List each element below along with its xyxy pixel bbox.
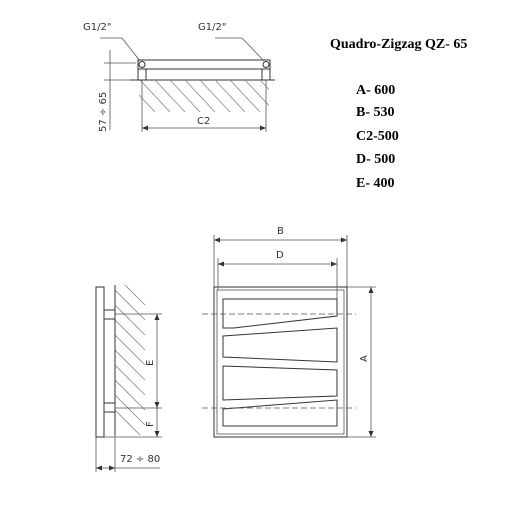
radiator-side-profile <box>96 287 104 437</box>
model-title: Quadro-Zigzag QZ- 65 <box>330 37 468 52</box>
depth-label: 72 ÷ 80 <box>120 454 161 465</box>
front-view <box>202 226 376 437</box>
spec-d: D- 500 <box>356 152 396 167</box>
side-wall-hatch <box>115 275 145 440</box>
slat-2 <box>223 328 337 362</box>
g1-right-label: G1/2" <box>198 22 227 33</box>
a-label: A <box>359 355 370 362</box>
wall-hatch <box>125 80 290 112</box>
left-pipe <box>138 69 146 80</box>
wall-distance-label: 57 ÷ 65 <box>98 91 109 132</box>
b-label: B <box>277 226 284 237</box>
lower-bracket <box>104 403 115 412</box>
e-label: E <box>145 359 156 366</box>
slat-4 <box>223 400 337 426</box>
top-view <box>83 22 290 132</box>
left-connector-icon <box>139 62 145 68</box>
d-label: D <box>276 250 284 261</box>
spec-c2: C2-500 <box>356 129 399 144</box>
slat-3 <box>223 366 337 400</box>
spec-a: A- 600 <box>356 83 396 98</box>
f-label: F <box>145 421 156 427</box>
g1-left-label: G1/2" <box>83 22 112 33</box>
upper-bracket <box>104 310 115 319</box>
right-connector-icon <box>263 62 269 68</box>
side-view <box>96 275 162 472</box>
c2-label: C2 <box>197 116 211 127</box>
right-pipe <box>262 69 270 80</box>
spec-e: E- 400 <box>356 176 395 191</box>
radiator-top-bar <box>138 60 270 69</box>
spec-b: B- 530 <box>356 105 395 120</box>
slat-1 <box>223 299 337 328</box>
